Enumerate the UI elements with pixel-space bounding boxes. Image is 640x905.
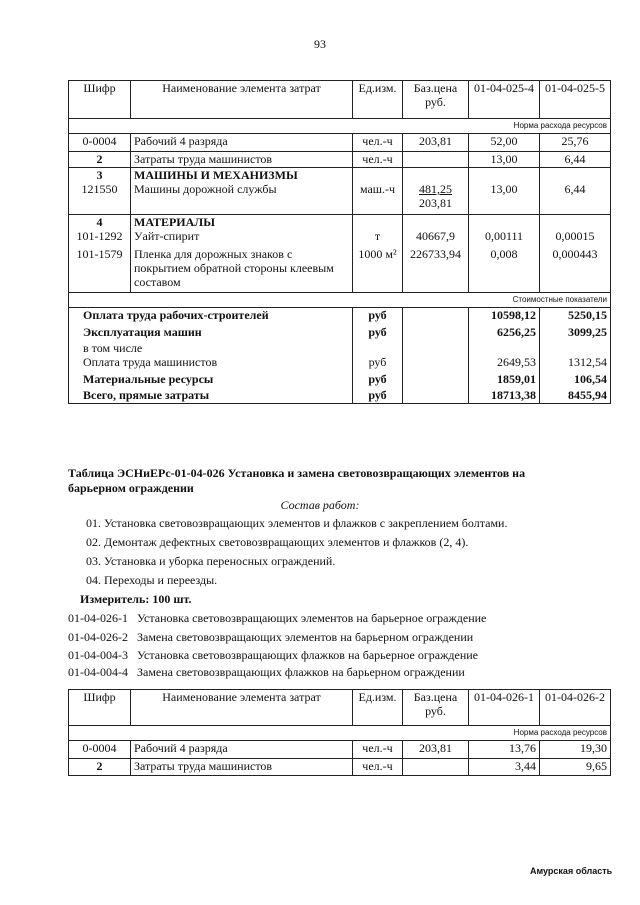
row-unit: 1000 м² <box>353 247 403 293</box>
col-header-unit: Ед.изм. <box>353 81 403 119</box>
row-name: Машины дорожной службы <box>131 182 353 214</box>
summary-unit: руб <box>353 355 403 372</box>
table-caption <box>68 466 525 496</box>
row-price <box>403 152 469 168</box>
row-value-2: 0,000443 <box>540 247 611 293</box>
norm-label: Норма расхода ресурсов <box>469 726 611 741</box>
summary-name: Оплата труда рабочих-строителей <box>69 308 353 325</box>
summary-name: Оплата труда машинистов <box>69 355 353 372</box>
col-header-code: Шифр <box>69 690 131 726</box>
page-number: 93 <box>314 37 326 51</box>
norm-row <box>69 119 611 134</box>
row-price: 40667,9 <box>403 229 469 247</box>
col-header-code-2: 01-04-026-2 <box>540 690 611 726</box>
row-name: Уайт-спирит <box>131 229 353 247</box>
work-composition-title: Состав работ: <box>280 498 360 512</box>
row-code: 2 <box>69 152 131 168</box>
row-code: 121550 <box>69 182 131 214</box>
summary-row <box>69 355 611 372</box>
row-unit: чел.-ч <box>353 759 403 776</box>
table-caption-line2: барьерном ограждении <box>68 481 194 495</box>
row-unit: маш.-ч <box>353 182 403 214</box>
code-list-code: 01-04-004-4 <box>68 665 128 679</box>
summary-name: в том числе <box>69 341 353 355</box>
summary-value-1: 1859,01 <box>469 372 540 388</box>
footer-region: Амурская область <box>530 866 613 876</box>
work-item: 03. Установка и уборка переносных ограждений. <box>86 554 336 568</box>
row-price: 226733,94 <box>403 247 469 293</box>
row-unit: чел.-ч <box>353 134 403 152</box>
price-old: 481,25 <box>419 182 452 196</box>
row-price <box>403 182 469 214</box>
row-value-2: 0,00015 <box>540 229 611 247</box>
summary-value-2: 5250,15 <box>540 308 611 325</box>
section-title: МАТЕРИАЛЫ <box>131 214 353 229</box>
row-value-1: 13,76 <box>469 741 540 759</box>
row-code: 0-0004 <box>69 134 131 152</box>
summary-unit: руб <box>353 308 403 325</box>
row-value-1: 0,00111 <box>469 229 540 247</box>
row-value-2: 9,65 <box>540 759 611 776</box>
row-code: 2 <box>69 759 131 776</box>
summary-value-1: 2649,53 <box>469 355 540 372</box>
summary-row <box>69 325 611 341</box>
table-caption-line1: Таблица ЭСНиЕРс-01-04-026 Установка и замена световозвращающих элементов на <box>68 466 526 480</box>
summary-value-2: 3099,25 <box>540 325 611 341</box>
price-header-line2: руб. <box>425 95 446 109</box>
row-value-1: 52,00 <box>469 134 540 152</box>
section-row <box>69 214 611 229</box>
row-value-2: 19,30 <box>540 741 611 759</box>
row-code: 101-1292 <box>69 229 131 247</box>
cost-label-row <box>69 293 611 308</box>
cost-label: Стоимостные показатели <box>469 293 611 308</box>
summary-name: Эксплуатация машин <box>69 325 353 341</box>
summary-unit: руб <box>353 372 403 388</box>
section-code: 4 <box>69 214 131 229</box>
summary-name: Материальные ресурсы <box>69 372 353 388</box>
summary-unit: руб <box>353 325 403 341</box>
table-header <box>69 81 611 119</box>
meter-label: Измеритель: 100 шт. <box>80 592 192 606</box>
table-row <box>69 741 611 759</box>
price-header-line2: руб. <box>425 704 446 718</box>
row-value-1: 3,44 <box>469 759 540 776</box>
summary-value-1: 6256,25 <box>469 325 540 341</box>
col-header-name: Наименование элемента затрат <box>131 81 353 119</box>
row-price: 203,81 <box>403 134 469 152</box>
section-title: МАШИНЫ И МЕХАНИЗМЫ <box>131 168 353 183</box>
col-header-code-1: 01-04-026-1 <box>469 690 540 726</box>
summary-value-1: 18713,38 <box>469 388 540 404</box>
code-list-item <box>68 630 473 644</box>
summary-row <box>69 308 611 325</box>
code-list-desc: Установка световозвращающих элементов на барьерное ограждение <box>137 611 487 625</box>
summary-value-1 <box>469 341 540 355</box>
price-header-line1: Баз.цена <box>413 690 458 704</box>
summary-unit <box>353 341 403 355</box>
row-code: 0-0004 <box>69 741 131 759</box>
row-code: 101-1579 <box>69 247 131 293</box>
norm-row <box>69 726 611 741</box>
summary-value-2: 106,54 <box>540 372 611 388</box>
row-name: Рабочий 4 разряда <box>131 134 353 152</box>
row-name-line1: Пленка для дорожных знаков с <box>134 246 293 261</box>
price-new: 203,81 <box>419 196 452 210</box>
col-header-code-1: 01-04-025-4 <box>469 81 540 119</box>
table-row <box>69 229 611 247</box>
work-item: 04. Переходы и переезды. <box>86 573 218 587</box>
table-row <box>69 152 611 168</box>
summary-row <box>69 372 611 388</box>
section-code: 3 <box>69 168 131 183</box>
summary-value-2 <box>540 341 611 355</box>
row-unit: чел.-ч <box>353 741 403 759</box>
row-name <box>131 247 353 293</box>
resource-table-1 <box>68 80 611 404</box>
work-item: 01. Установка световозвращающих элементов и флажков с закреплением болтами. <box>86 516 508 530</box>
resource-table-2 <box>68 689 611 776</box>
code-list-desc: Замена световозвращающих элементов на барьерном ограждении <box>137 630 474 644</box>
col-header-code: Шифр <box>69 81 131 119</box>
row-price <box>403 759 469 776</box>
norm-label: Норма расхода ресурсов <box>469 119 611 134</box>
work-item: 02. Демонтаж дефектных световозвращающих элементов и флажков (2, 4). <box>86 535 469 549</box>
row-value-1: 13,00 <box>469 182 540 214</box>
row-value-1: 13,00 <box>469 152 540 168</box>
price-header-line1: Баз.цена <box>413 81 458 95</box>
row-name-line3: составом <box>134 274 181 289</box>
row-name: Затраты труда машинистов <box>131 152 353 168</box>
section-row <box>69 168 611 183</box>
summary-value-2: 1312,54 <box>540 355 611 372</box>
row-name: Рабочий 4 разряда <box>131 741 353 759</box>
col-header-price <box>403 690 469 726</box>
row-name-line2: покрытием обратной стороны клеевым <box>134 260 334 275</box>
code-list-code: 01-04-026-1 <box>68 611 128 625</box>
code-list-desc: Замена световозвращающих флажков на барьерном ограждении <box>137 665 465 679</box>
table-row <box>69 247 611 293</box>
table-row <box>69 182 611 214</box>
summary-value-2: 8455,94 <box>540 388 611 404</box>
row-name: Затраты труда машинистов <box>131 759 353 776</box>
row-unit: чел.-ч <box>353 152 403 168</box>
row-value-1: 0,008 <box>469 247 540 293</box>
row-price: 203,81 <box>403 741 469 759</box>
code-list-item <box>68 665 465 679</box>
summary-unit: руб <box>353 388 403 404</box>
col-header-price <box>403 81 469 119</box>
code-list-code: 01-04-004-3 <box>68 648 128 662</box>
row-unit: т <box>353 229 403 247</box>
summary-name: Всего, прямые затраты <box>69 388 353 404</box>
row-value-2: 25,76 <box>540 134 611 152</box>
col-header-name: Наименование элемента затрат <box>131 690 353 726</box>
code-list-item <box>68 648 478 662</box>
row-value-2: 6,44 <box>540 152 611 168</box>
table-row <box>69 759 611 776</box>
code-list-item <box>68 611 486 625</box>
summary-row <box>69 341 611 355</box>
code-list-desc: Установка световозвращающих флажков на барьерное ограждение <box>137 648 478 662</box>
col-header-code-2: 01-04-025-5 <box>540 81 611 119</box>
table-row <box>69 134 611 152</box>
code-list-code: 01-04-026-2 <box>68 630 128 644</box>
row-value-2: 6,44 <box>540 182 611 214</box>
summary-value-1: 10598,12 <box>469 308 540 325</box>
summary-row <box>69 388 611 404</box>
table-header <box>69 690 611 726</box>
col-header-unit: Ед.изм. <box>353 690 403 726</box>
